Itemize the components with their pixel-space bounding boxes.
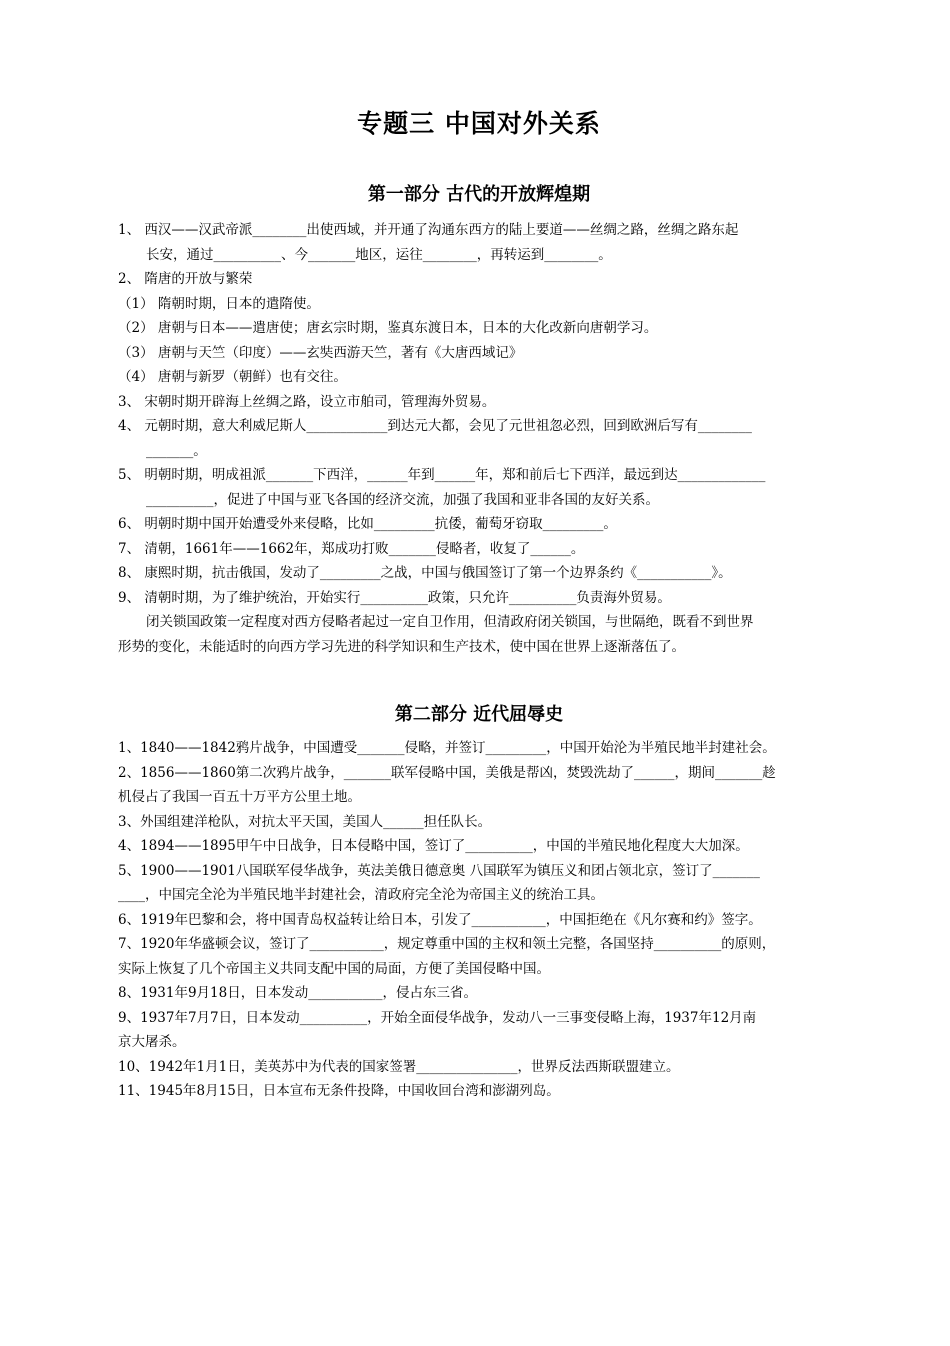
- part1-line: 闭关锁国政策一定程度对西方侵略者起过一定自卫作用，但清政府闭关锁国，与世隔绝，既看不到世界: [146, 614, 754, 630]
- part2-line: 京大屠杀。: [118, 1034, 186, 1050]
- document-title: 专题三 中国对外关系: [357, 109, 601, 138]
- part1-line: （4） 唐朝与新罗（朝鲜）也有交往。: [118, 369, 347, 385]
- part2-line: 7、1920年华盛顿会议，签订了___________，规定尊重中国的主权和领土完整，各国坚持__________的原则，: [118, 936, 776, 952]
- part2-line: 10、1942年1月1日，美英苏中为代表的国家签署_______________，世界反法西斯联盟建立。: [118, 1058, 680, 1075]
- part2-line: 8、1931年9月18日，日本发动___________，侵占东三省。: [118, 985, 477, 1001]
- section-heading-part1: 第一部分 古代的开放辉煌期: [367, 184, 591, 205]
- section-heading-part2: 第二部分 近代屈辱史: [394, 704, 564, 725]
- part2-line: 1、1840——1842鸦片战争，中国遭受_______侵略，并签订_________，中国开始沦为半殖民地半封建社会。: [118, 740, 776, 756]
- part2-line: 11、1945年8月15日，日本宣布无条件投降，中国收回台湾和澎湖列岛。: [118, 1083, 560, 1099]
- part1-line: 形势的变化，未能适时的向西方学习先进的科学知识和生产技术，使中国在世界上逐渐落伍了。: [118, 638, 685, 655]
- part1-line: 1、 西汉——汉武帝派________出使西域，并开通了沟通东西方的陆上要道——丝绸之路，丝绸之路东起: [118, 222, 739, 238]
- part2-line: ____，中国完全沦为半殖民地半封建社会，清政府完全沦为帝国主义的统治工具。: [118, 887, 604, 903]
- part1-line: 3、 宋朝时期开辟海上丝绸之路，设立市舶司，管理海外贸易。: [118, 393, 496, 410]
- part1-line: （2） 唐朝与日本——遣唐使；唐玄宗时期，鉴真东渡日本，日本的大化改新向唐朝学习。: [118, 320, 658, 336]
- part1-line: 2、 隋唐的开放与繁荣: [118, 271, 253, 287]
- part1-line: （1） 隋朝时期，日本的遣隋使。: [118, 295, 320, 312]
- part2-line: 2、1856——1860第二次鸦片战争，_______联军侵略中国，美俄是帮凶，焚毁洗劫了______，期间_______趁: [118, 764, 776, 781]
- part1-line: 长安，通过__________、今_______地区，运往________，再转运到________。: [146, 246, 612, 263]
- part1-line: 5、 明朝时期，明成祖派_______下西洋，______年到______年，郑和前后七下西洋，最远到达_____________: [118, 467, 766, 483]
- part2-line: 5、1900——1901八国联军侵华战争，英法美俄日德意奥 八国联军为镇压义和团占领北京，签订了_______: [118, 862, 760, 879]
- part1-line: 8、 康熙时期，抗击俄国，发动了_________之战，中国与俄国签订了第一个边界条约《___________》。: [118, 565, 732, 581]
- part2-line: 3、外国组建洋枪队，对抗太平天国，美国人______担任队长。: [118, 813, 492, 830]
- part2-content: [118, 736, 840, 1104]
- part1-line: （3） 唐朝与天竺（印度）——玄奘西游天竺，著有《大唐西域记》: [118, 344, 523, 361]
- part1-line: 6、 明朝时期中国开始遭受外来侵略，比如_________抗倭，葡萄牙窃取_________。: [118, 516, 617, 532]
- part1-content: [118, 218, 840, 659]
- part2-line: 机侵占了我国一百五十万平方公里土地。: [118, 789, 361, 805]
- part2-line: 4、1894——1895甲午中日战争，日本侵略中国，签订了__________，中国的半殖民地化程度大大加深。: [118, 838, 749, 854]
- part1-line: 9、 清朝时期，为了维护统治，开始实行__________政策，只允许__________负责海外贸易。: [118, 589, 671, 606]
- part1-line: 7、 清朝，1661年——1662年，郑成功打败_______侵略者，收复了______。: [118, 540, 585, 557]
- part2-line: 9、1937年7月7日，日本发动__________，开始全面侵华战争，发动八一三事变侵略上海，1937年12月南: [118, 1009, 757, 1026]
- part1-line: 4、 元朝时期，意大利威尼斯人____________到达元大都，会见了元世祖忽必烈，回到欧洲后写有________: [118, 418, 752, 434]
- part2-line: 实际上恢复了几个帝国主义共同支配中国的局面，方便了美国侵略中国。: [118, 960, 550, 977]
- part1-line: _______。: [146, 442, 207, 459]
- part2-line: 6、1919年巴黎和会，将中国青岛权益转让给日本，引发了___________，中国拒绝在《凡尔赛和约》签字。: [118, 911, 762, 928]
- part1-line: __________，促进了中国与亚飞各国的经济交流，加强了我国和亚非各国的友好关系。: [146, 491, 659, 508]
